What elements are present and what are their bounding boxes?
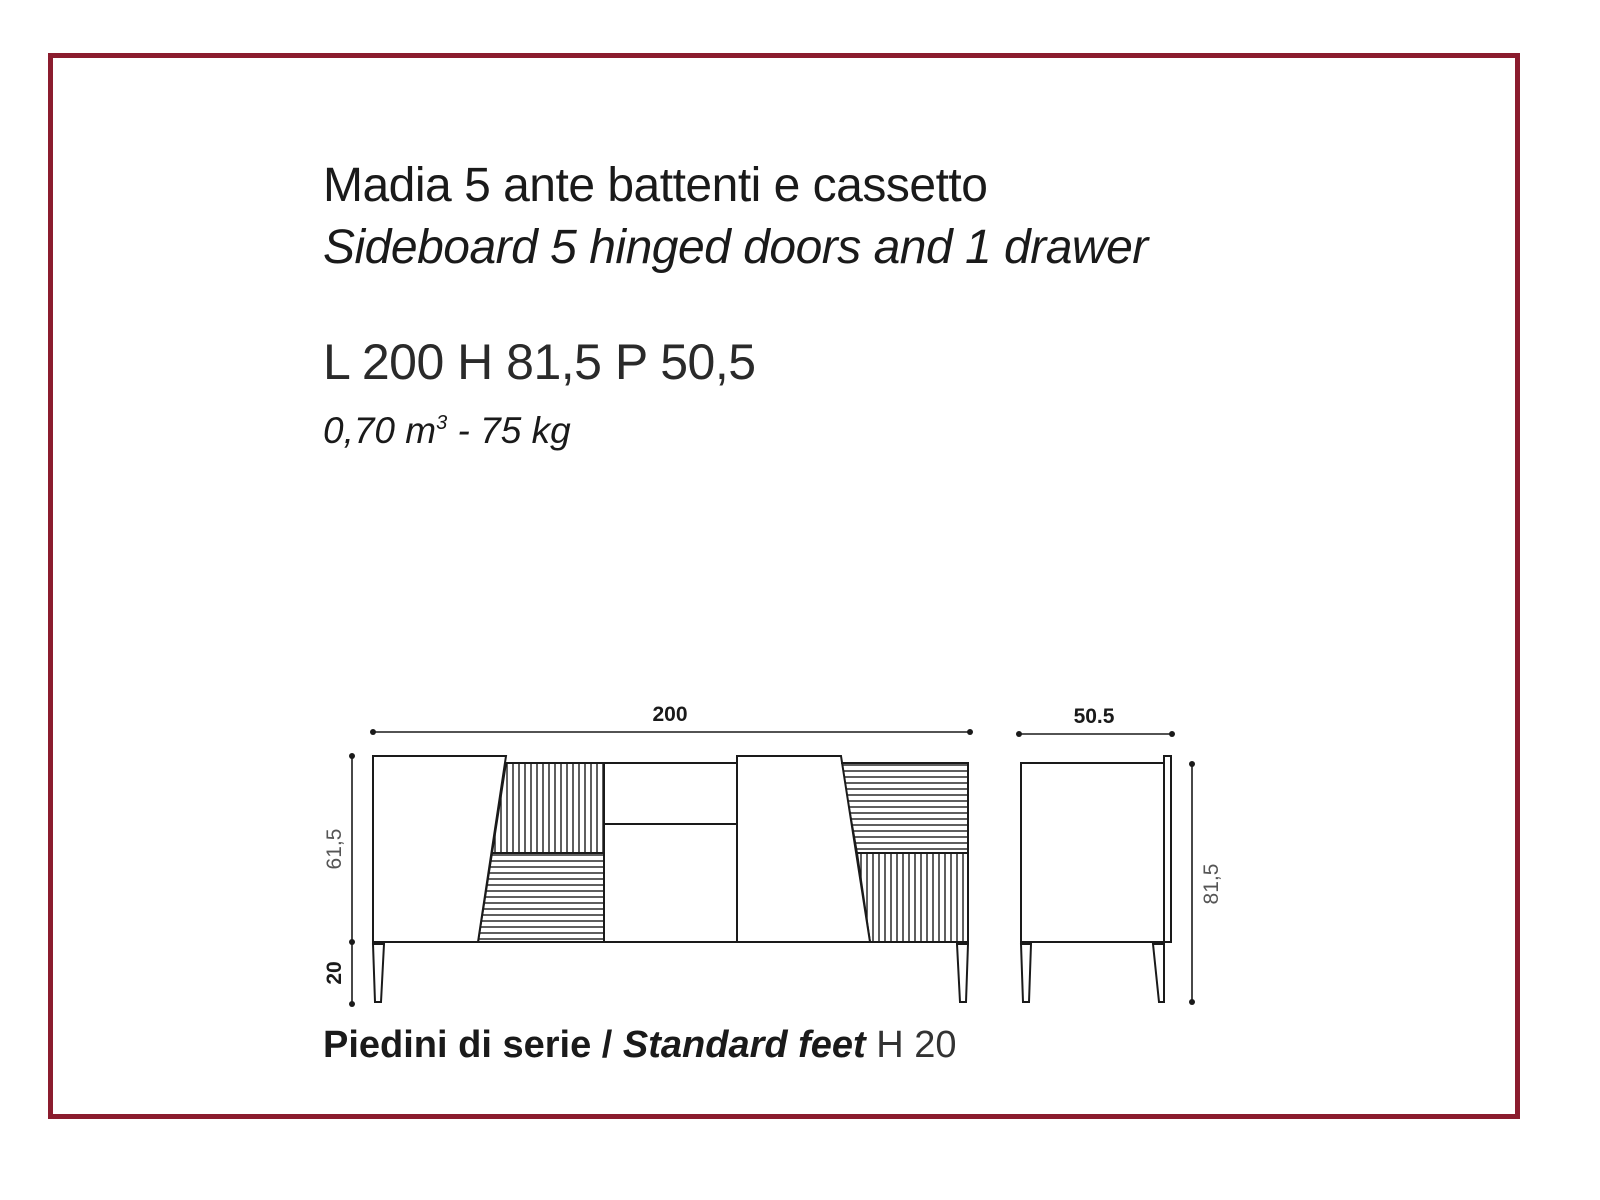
- front-view: [349, 729, 973, 1007]
- feet-note-english: Standard feet: [622, 1024, 866, 1066]
- front-width-label: 200: [652, 703, 688, 726]
- title-italian: Madia 5 ante battenti e cassetto: [323, 159, 988, 212]
- feet-height-label: 20: [323, 961, 346, 985]
- striped-panel-vertical-bottom-right: [857, 853, 968, 942]
- volume-unit-exponent: 3: [436, 412, 448, 434]
- weight-value: - 75 kg: [447, 410, 571, 451]
- body-height-label: 61,5: [323, 828, 346, 870]
- drawer: [604, 763, 737, 824]
- striped-panel-horizontal-top-right: [841, 763, 968, 853]
- title-english: Sideboard 5 hinged doors and 1 drawer: [323, 221, 1148, 274]
- standard-feet-note: [323, 1024, 957, 1067]
- side-view: [1016, 731, 1195, 1005]
- foot-front-right: [957, 944, 968, 1002]
- height-dimension-line: [349, 753, 355, 1007]
- side-carcass: [1021, 763, 1164, 942]
- foot-front-left: [373, 944, 384, 1002]
- foot-side-left: [1021, 944, 1031, 1002]
- total-height-label: 81,5: [1200, 863, 1223, 905]
- striped-panel-horizontal-bottom-left: [478, 853, 604, 942]
- depth-dimension-line: [1016, 731, 1175, 737]
- foot-side-right: [1153, 944, 1164, 1002]
- feet-note-italian: Piedini di serie /: [323, 1024, 613, 1066]
- side-door-edge: [1164, 756, 1171, 942]
- overall-dimensions: L 200 H 81,5 P 50,5: [323, 334, 756, 390]
- door-centre: [604, 824, 737, 942]
- feet-note-height: H 20: [876, 1024, 957, 1066]
- volume-value: 0,70 m: [323, 410, 437, 451]
- side-depth-label: 50.5: [1073, 705, 1115, 728]
- total-height-dimension-line: [1189, 761, 1195, 1005]
- striped-panel-vertical-top-left: [492, 763, 604, 853]
- width-dimension-line: [370, 729, 973, 735]
